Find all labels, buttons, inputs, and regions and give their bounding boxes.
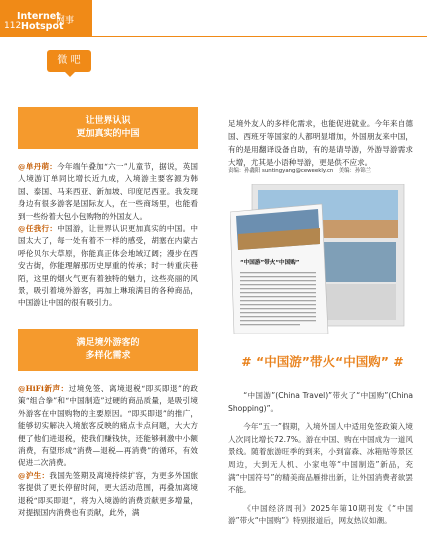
header-title-internet: Internet <box>17 11 61 22</box>
header-section: 网事 <box>56 16 75 26</box>
comment-text: 中国游，让世界认识更加真实的中国。中国太大了，每一处有着不一样的感受，胡塞在内蒙古呼伦贝尔大草原，你能真正体会地域辽阔；漫步在西安古街，你能理解那历史厚重的传承；时一转重庆巷陌，这里的烟火气更有着独特的魅力，这些亮丽的风景，吸引着境外游客，再加上琳琅满目的各种商品，中国游让中国的很有吸引力。 <box>18 224 198 308</box>
continued-paragraph: 足境外友人的多样化需求，也能促进就业。今年来自德国、西班牙等国家的人都明显增加，外国朋友来中国，有的是用翻译设备自助，有的是请导游，外游导游需求大增，尤其是小语种导游，更是供不应求。 <box>228 119 413 167</box>
comment-paragraph <box>18 470 198 520</box>
magazine-spread-photo <box>230 184 410 334</box>
comment-paragraph <box>18 223 198 310</box>
article-paragraph: “中国游”(China Travel)”带火了“中国购”(China Shopping)”。 <box>228 391 413 413</box>
editor-credits: 责编：孙鑫阳 suntingyang@ceweekly.cn 美编：孙锦兰 <box>228 168 372 174</box>
section2-banner-line1: 满足境外游客的 <box>76 338 140 348</box>
section2-banner-line2: 多样化需求 <box>85 351 131 361</box>
comment-paragraph <box>18 161 198 223</box>
article-paragraph: 今年“五一”假期，入境外国人中适用免签政策入境人次同比增长72.7%。游在中国、购在中国成为一道风景线。随着旅游旺季的到来，小到富森、冰箱贴等景区周边，大到无人机、小家电等“中国制造”新品，充满“中国符号”的精美商品雁排出新，让外国消费者欲罢不能。 <box>228 422 413 495</box>
commenter-name: @单丹萌： <box>18 162 58 171</box>
commenter-name: @沪生： <box>18 470 50 480</box>
comment-paragraph <box>18 383 198 470</box>
section1-banner <box>18 107 198 149</box>
commenter-name: @HiFi新声： <box>18 384 69 393</box>
right-top-text <box>228 117 413 169</box>
weibo-tab: 微 吧 <box>47 50 91 72</box>
front-page <box>230 204 328 334</box>
section2-banner <box>18 329 198 371</box>
commenter-name: @任我行： <box>18 224 58 234</box>
hashtag-title: # “中国游”带火“中国购” # <box>241 354 404 369</box>
comment-text: 过境免签、离境退税“即买即退”的政策“组合拳”和“中国制造”过硬的商品质量，是吸引境外游客在中国购物的主要原因。“即买即退”的推广，能够切实解决入境旅客反映的痛点卡点问题，大大方便了他们进退税，使我们赚钱快，还能够刺激中小额消费，有望形成“消费—退税—再消费”的循环，有效促进二次消费。 <box>18 384 198 468</box>
section1-banner-line2: 更加真实的中国 <box>76 129 140 139</box>
comment-text: 我国先签期及离境持续扩容，为更多外国旅客提供了更长停留时间，更大活动范围，再叠加离境退税“即买即退”，将为入境游的消费贡献更多增量，对提振国内消费也有贡献，此外，满 <box>18 470 198 518</box>
photo-headline: “中国游”带火“中国购” <box>240 260 300 266</box>
section2-text <box>18 383 198 555</box>
header-title-hotspot: Hotspot <box>21 21 64 32</box>
header-divider <box>0 36 427 37</box>
section1-banner-line1: 让世界认识 <box>85 116 131 126</box>
page-header <box>0 0 427 38</box>
comment-text: 今年端午叠加“六一”儿童节，据说，英国人境游订单同比增长近九成，入境游主要客源为韩国、泰国、马来西亚、新加坡、印度尼西亚。我发现身边有很多游客是国际友人，在一些商场里，也能看到一些纷着大包小包购物的外国友人。 <box>18 162 198 221</box>
article-paragraph: 《中国经济周刊》2025年第10期刊发《“中国游”带火“中国购”》特别报道后，网友热议如潮。 <box>228 503 413 526</box>
section1-text <box>18 161 198 321</box>
right-bottom-text <box>228 390 413 528</box>
page-number: 112 <box>4 21 22 31</box>
